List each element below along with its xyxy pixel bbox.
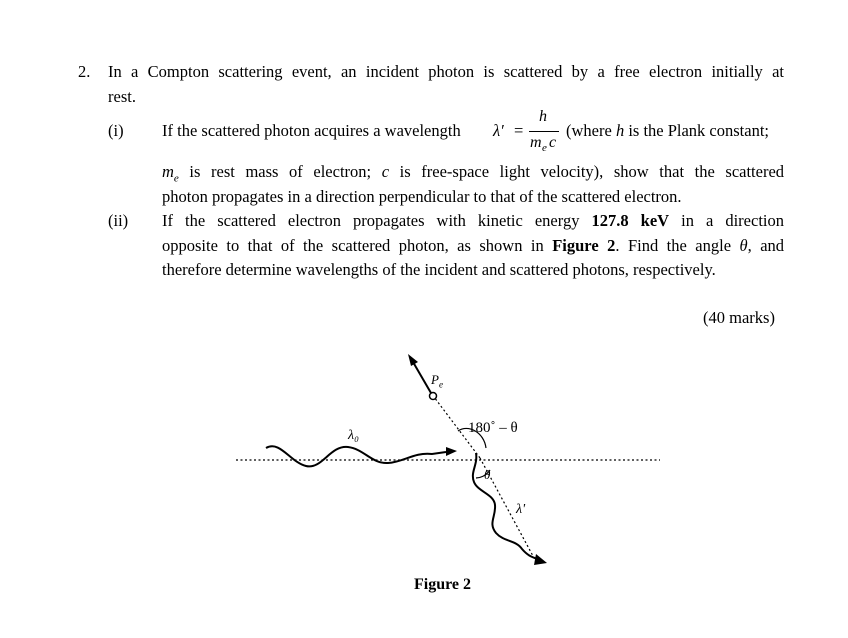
- part-ii-line2-b: . Find the angle: [615, 236, 732, 255]
- theta-label: θ: [484, 467, 491, 482]
- kinetic-energy-value: 127.8 keV: [591, 211, 670, 230]
- question-number: 2.: [78, 62, 91, 81]
- incident-photon-wave: [266, 446, 446, 466]
- question-intro-line1: In a Compton scattering event, an incident photon is scattered by a free electron initially at: [108, 62, 784, 81]
- me-var-sub: e: [173, 172, 179, 185]
- part-i-line2-a: is rest mass of electron;: [189, 162, 372, 181]
- figure-reference: Figure 2: [552, 236, 616, 255]
- fraction-numerator: h: [539, 108, 547, 125]
- lambda0-label: λ₀: [348, 428, 359, 443]
- electron-dot: [430, 393, 437, 400]
- figure-caption: Figure 2: [414, 576, 472, 593]
- fraction-denominator-c: c: [549, 134, 557, 151]
- part-i-label: (i): [108, 121, 124, 140]
- incident-photon-arrowhead: [446, 447, 457, 456]
- part-i-line2-b: is free-space light velocity), show that the scattered: [399, 162, 785, 181]
- part-i-tail-close: is the Plank constant;: [628, 121, 770, 140]
- c-var: c: [381, 162, 390, 181]
- part-ii-line2-a: opposite to that of the scattered photon, as shown in: [162, 236, 544, 255]
- pe-label-sub: e: [438, 379, 443, 390]
- part-ii-line3: therefore determine wavelengths of the incident and scattered photons, respectively.: [162, 260, 716, 279]
- marks-label: (40 marks): [703, 308, 775, 327]
- pe-label: [431, 372, 443, 390]
- part-i-line3: photon propagates in a direction perpendicular to that of the scattered electron.: [162, 187, 682, 206]
- question-intro-line2: rest.: [108, 87, 136, 106]
- equals-sign: =: [514, 121, 524, 140]
- angle-180-theta-label: 180˚ – θ: [468, 420, 518, 436]
- electron-arrowhead: [408, 354, 418, 366]
- fraction-denominator-m: m: [530, 134, 542, 151]
- scattered-photon-arrowhead: [534, 554, 547, 565]
- part-ii-line1-a: If the scattered electron propagates with kinetic energy: [162, 211, 580, 230]
- electron-direction-line: [413, 362, 431, 393]
- part-i-lead: If the scattered photon acquires a wavelength: [162, 121, 461, 140]
- part-ii-line2-c: , and: [747, 236, 785, 255]
- fraction-denominator-sub: e: [542, 142, 547, 154]
- lambda-prime-label: λ': [516, 502, 526, 517]
- part-ii-label: (ii): [108, 211, 129, 230]
- h-variable: h: [615, 121, 625, 140]
- pe-label-p: P: [431, 372, 439, 387]
- lambda-prime-symbol: λ′: [493, 121, 504, 140]
- theta-symbol: θ: [739, 236, 748, 255]
- part-i-tail-open: (where: [566, 121, 612, 140]
- part-ii-line1-b: in a direction: [681, 211, 784, 230]
- me-var: m: [162, 162, 174, 181]
